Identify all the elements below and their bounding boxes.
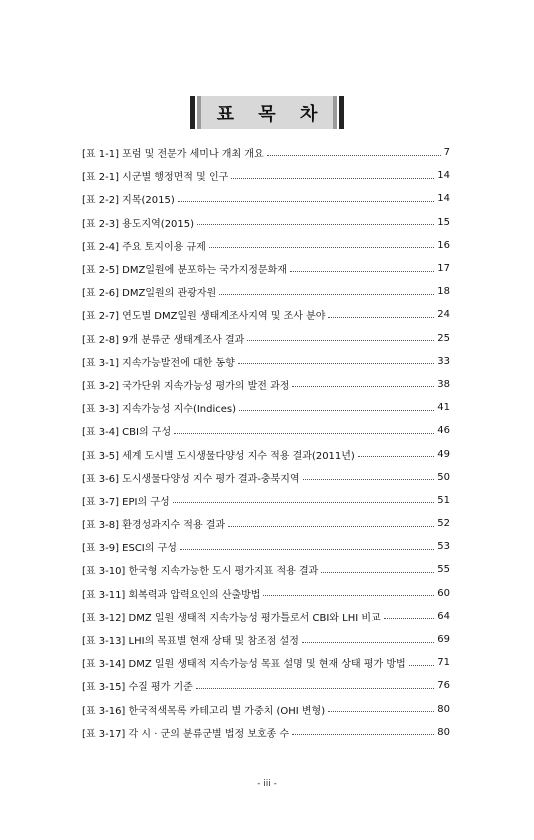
dot-leader (303, 478, 435, 480)
toc-entry-label: [표 3-11] 회복력과 압력요인의 산출방법 (82, 589, 261, 601)
toc-entry-label: [표 3-4] CBI의 구성 (82, 427, 172, 439)
toc-entry-page: 55 (437, 564, 450, 576)
dot-leader (238, 362, 434, 364)
toc-entry-page: 50 (437, 471, 450, 483)
toc-entry-label: [표 3-13] LHI의 목표별 현재 상태 및 참조점 설정 (82, 636, 299, 648)
dot-leader (231, 177, 434, 179)
dot-leader (173, 501, 435, 503)
toc-entry-page: 17 (437, 263, 450, 275)
toc-entry-page: 80 (437, 726, 450, 738)
toc-entry-page: 76 (437, 680, 450, 692)
toc-entry[interactable] (82, 211, 450, 234)
toc-entry-page: 33 (437, 355, 450, 367)
toc-entry-label: [표 2-7] 연도별 DMZ일원 생태계조사지역 및 조사 분야 (82, 311, 326, 323)
dot-leader (228, 525, 434, 527)
title-bar-right-dark (339, 96, 344, 129)
toc-entry[interactable] (82, 280, 450, 303)
dot-leader (209, 246, 434, 248)
dot-leader (267, 154, 441, 156)
toc-entry[interactable] (82, 535, 450, 558)
dot-leader (196, 687, 434, 689)
toc-entry-page: 71 (437, 657, 450, 669)
title-panel (201, 96, 333, 129)
toc-entry-page: 24 (437, 309, 450, 321)
toc-entry-label: [표 3-17] 각 시 · 군의 분류군별 법정 보호종 수 (82, 728, 290, 740)
toc-entry[interactable] (82, 187, 450, 210)
toc-entry[interactable] (82, 303, 450, 326)
toc-entry-page: 14 (437, 170, 450, 182)
dot-leader (358, 455, 434, 457)
toc-entry[interactable] (82, 721, 450, 744)
dot-leader (292, 733, 434, 735)
toc-entry-page: 49 (437, 448, 450, 460)
toc-entry-page: 53 (437, 541, 450, 553)
toc-entry-label: [표 2-8] 9개 분류군 생태계조사 결과 (82, 334, 245, 346)
toc-entry-label: [표 2-1] 시군별 행정면적 및 인구 (82, 172, 229, 184)
toc-entry-label: [표 3-3] 지속가능성 지수(Indices) (82, 404, 237, 416)
toc-entry[interactable] (82, 164, 450, 187)
toc-entry-label: [표 3-14] DMZ 일원 생태적 지속가능성 목표 설명 및 현재 상태 평가 방법 (82, 659, 406, 671)
toc-entry-label: [표 2-2] 지목(2015) (82, 195, 175, 207)
toc-entry[interactable] (82, 327, 450, 350)
dot-leader (263, 594, 434, 596)
toc-entry[interactable] (82, 489, 450, 512)
toc-entry-page: 46 (437, 425, 450, 437)
toc-entry-label: [표 3-1] 지속가능발전에 대한 동향 (82, 357, 235, 369)
toc-entry-page: 14 (437, 193, 450, 205)
toc-entry-label: [표 2-3] 용도지역(2015) (82, 218, 195, 230)
toc-entry-label: [표 3-16] 한국적색목록 카테고리 별 가중치 (OHI 변형) (82, 705, 326, 717)
dot-leader (247, 339, 434, 341)
toc-entry-label: [표 3-15] 수질 평가 기준 (82, 682, 193, 694)
dot-leader (219, 293, 434, 295)
toc-entry[interactable] (82, 558, 450, 581)
toc-entry-label: [표 2-4] 주요 토지이용 규제 (82, 241, 206, 253)
dot-leader (180, 548, 434, 550)
toc-entry[interactable] (82, 651, 450, 674)
toc-entry-label: [표 2-6] DMZ일원의 관광자원 (82, 288, 217, 300)
toc-entry[interactable] (82, 512, 450, 535)
toc-entry[interactable] (82, 419, 450, 442)
toc-entry-page: 51 (437, 494, 450, 506)
toc-entry[interactable] (82, 698, 450, 721)
dot-leader (290, 270, 434, 272)
dot-leader (321, 571, 434, 573)
toc-entry[interactable] (82, 234, 450, 257)
toc-entry-label: [표 3-5] 세계 도시별 도시생물다양성 지수 적용 결과(2011년) (82, 450, 355, 462)
dot-leader (409, 664, 435, 666)
dot-leader (328, 710, 434, 712)
toc-entry-label: [표 2-5] DMZ일원에 분포하는 국가지정문화재 (82, 265, 287, 277)
toc-entry-page: 69 (437, 634, 450, 646)
toc-entry-page: 38 (437, 378, 450, 390)
dot-leader (178, 200, 435, 202)
toc-entry-page: 80 (437, 703, 450, 715)
toc-entry[interactable] (82, 373, 450, 396)
toc-entry[interactable] (82, 674, 450, 697)
toc-entry[interactable] (82, 628, 450, 651)
toc-entry[interactable] (82, 442, 450, 465)
toc-entry-page: 60 (437, 587, 450, 599)
toc-entry[interactable] (82, 582, 450, 605)
page-number: - iii - (257, 779, 277, 789)
dot-leader (328, 316, 434, 318)
toc-entry-label: [표 3-7] EPI의 구성 (82, 496, 170, 508)
dot-leader (174, 432, 434, 434)
toc-entry-page: 25 (437, 332, 450, 344)
toc-entry-page: 52 (437, 518, 450, 530)
dot-leader (292, 385, 434, 387)
table-list (82, 141, 450, 744)
toc-entry[interactable] (82, 350, 450, 373)
toc-title-box (190, 96, 344, 129)
toc-entry[interactable] (82, 257, 450, 280)
dot-leader (239, 409, 434, 411)
toc-entry-page: 64 (437, 610, 450, 622)
toc-entry-page: 15 (437, 216, 450, 228)
dot-leader (384, 617, 435, 619)
toc-entry-label: [표 3-8] 환경성과지수 적용 결과 (82, 520, 226, 532)
toc-entry-page: 41 (437, 402, 450, 414)
toc-entry[interactable] (82, 605, 450, 628)
toc-entry-label: [표 3-6] 도시생물다양성 지수 평가 결과-충북지역 (82, 473, 300, 485)
toc-entry-page: 7 (443, 147, 450, 159)
page-title: 표 목 차 (216, 103, 327, 125)
toc-entry-label: [표 3-2] 국가단위 지속가능성 평가의 발전 과정 (82, 380, 290, 392)
toc-entry[interactable] (82, 466, 450, 489)
toc-entry-label: [표 3-12] DMZ 일원 생태적 지속가능성 평가틀로서 CBI와 LHI 비교 (82, 612, 381, 624)
toc-entry-page: 18 (437, 286, 450, 298)
dot-leader (302, 641, 434, 643)
toc-entry-label: [표 1-1] 포럼 및 전문가 세미나 개최 개요 (82, 149, 264, 161)
toc-entry[interactable] (82, 141, 450, 164)
toc-entry-label: [표 3-10] 한국형 지속가능한 도시 평가지표 적용 결과 (82, 566, 319, 578)
toc-entry-page: 16 (437, 239, 450, 251)
toc-entry[interactable] (82, 396, 450, 419)
dot-leader (197, 223, 434, 225)
toc-entry-label: [표 3-9] ESCI의 구성 (82, 543, 177, 555)
